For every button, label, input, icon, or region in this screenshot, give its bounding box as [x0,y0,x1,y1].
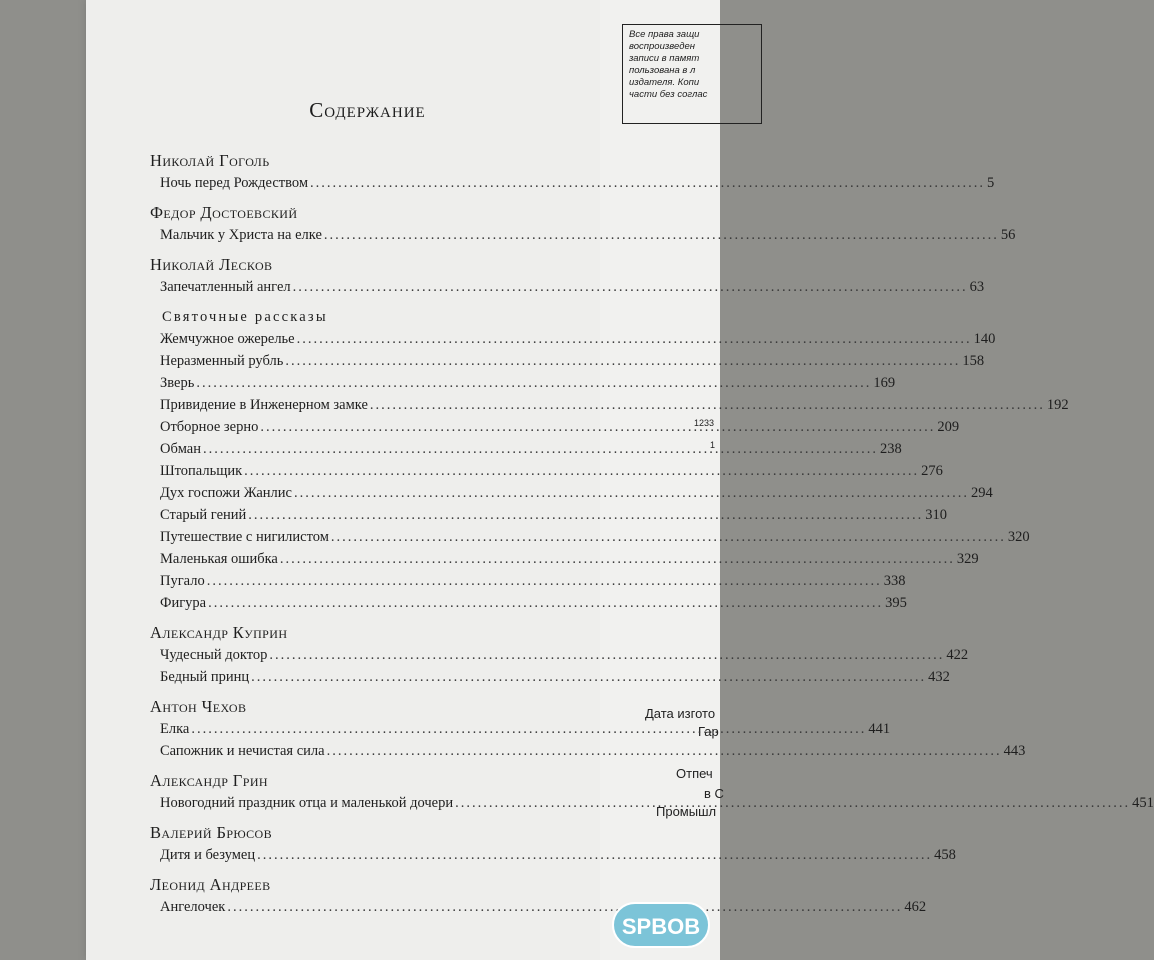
toc-entry-title: Бедный принц [160,669,250,685]
toc-entry [150,548,979,570]
toc-entry-title: Чудесный доктор [160,647,268,663]
copyright-line: воспроизведен [629,41,695,52]
toc-entry-title: Неразменный рубль [160,353,284,369]
toc-page-number: 441 [868,721,891,737]
toc-entry-title: Пугало [160,573,205,589]
copyright-line: Все права защи [629,29,700,40]
toc-page-number: 238 [879,441,902,457]
toc-entry-title: Путешествие с нигилистом [160,529,329,545]
toc-entry [150,644,969,666]
toc-author: Валерий Брюсов [150,823,273,842]
toc-page-number: 458 [934,847,956,863]
dot-leader [207,570,882,592]
dot-leader [324,224,999,246]
copyright-line: пользована в л [629,65,696,76]
toc-page-number: 276 [921,463,943,479]
toc-page-number: 209 [937,419,960,435]
dot-leader [293,276,968,298]
copyright-line: издателя. Копи [629,77,700,88]
toc-page-number: 169 [873,375,896,391]
toc-section [150,822,956,866]
toc-entry [150,460,943,482]
toc-page-number: 310 [925,507,948,523]
dot-leader [227,896,902,918]
toc-entry [150,350,985,372]
toc-page-number: 462 [904,899,927,915]
dot-leader [203,438,878,460]
toc-page-number: 422 [946,647,969,663]
toc-page-number: 56 [1000,227,1016,243]
dot-leader [327,740,1002,762]
toc-entry-title: Ангелочек [160,899,226,915]
code-number: 1233 [694,418,715,428]
toc-entry [150,666,950,688]
imprint-line: Гар [698,724,719,739]
toc-entry-title: Зверь [160,375,195,391]
toc-page-number: 329 [956,551,979,567]
toc-author: Александр Куприн [150,623,288,642]
toc-section [150,150,995,194]
toc-author: Николай Гоголь [150,151,270,170]
toc-entry [150,482,993,504]
toc-page-number: 192 [1046,397,1069,413]
toc-subheading: Святочные рассказы [162,309,328,325]
dot-leader [191,718,866,740]
toc-author: Антон Чехов [150,697,247,716]
toc-page-number: 451 [1132,795,1154,811]
dot-leader [251,666,926,688]
toc-section [150,622,969,688]
toc-entry-title: Новогодний праздник отца и маленькой дочери [160,795,454,811]
toc-entry-title: Жемчужное ожерелье [160,331,295,347]
toc-entry [150,224,1016,246]
toc-section [150,202,1016,246]
toc-entry-title: Елка [160,721,190,737]
watermark-badge: SPBOB [612,902,710,948]
dot-leader [269,644,944,666]
toc-entry [150,570,906,592]
toc-entry [150,394,1069,416]
toc-page-number: 158 [962,353,985,369]
dot-leader [196,372,871,394]
toc-entry [150,438,902,460]
toc-author: Николай Лесков [150,255,273,274]
toc-entry-title: Фигура [160,595,207,611]
toc-entry [150,740,1026,762]
toc-entry [150,844,956,866]
toc-entry-title: Сапожник и нечистая сила [160,743,325,759]
imprint-line: в С [704,786,724,801]
toc-entry [150,276,985,298]
toc-page-number: 140 [973,331,996,347]
toc-entry [150,592,907,614]
toc-entry-title: Старый гений [160,507,247,523]
dot-leader [331,526,1006,548]
toc-page-number: 432 [928,669,950,685]
copyright-line: части без соглас [629,89,708,100]
toc-page-number: 5 [987,175,995,191]
toc-entry [150,328,996,350]
dot-leader [310,172,985,194]
dot-leader [257,844,932,866]
toc-page-number: 395 [885,595,907,611]
copyright-line: записи в памят [629,53,700,64]
toc-author: Федор Достоевский [150,203,298,222]
imprint-line: Дата изгото [645,706,716,721]
code-number-small: 1 [710,440,716,450]
toc-entry [150,372,896,394]
toc-section [150,874,927,918]
toc-entry-title: Мальчик у Христа на елке [160,227,322,243]
toc-page-number: 294 [970,485,993,501]
toc-entry-title: Привидение в Инженерном замке [160,397,368,413]
dot-leader [244,460,919,482]
dot-leader [280,548,955,570]
dot-leader [370,394,1045,416]
toc-entry-title: Штопальщик [160,463,243,479]
toc-section [150,254,985,298]
toc-entry [150,172,995,194]
toc-page-number: 338 [883,573,906,589]
toc-author: Александр Грин [150,771,268,790]
toc-entry [150,526,1030,548]
toc-entry-title: Дитя и безумец [160,847,256,863]
imprint-line: Промышл [656,804,717,819]
imprint-line: Отпеч [676,766,713,781]
toc-entry-title: Ночь перед Рождеством [160,175,309,191]
toc-author: Леонид Андреев [150,875,271,894]
toc-entry-title: Обман [160,441,201,457]
dot-leader [208,592,883,614]
dot-leader [294,482,969,504]
dot-leader [455,792,1130,814]
toc-page-number: 320 [1007,529,1030,545]
dot-leader [285,350,960,372]
toc-page-number: 443 [1003,743,1026,759]
toc-entry-title: Запечатленный ангел [160,279,291,295]
toc-entry-title: Дух госпожи Жанлис [160,485,292,501]
toc-entry [150,896,927,918]
dot-leader [260,416,935,438]
dot-leader [248,504,923,526]
page-title: Содержание [309,98,426,122]
dot-leader [297,328,972,350]
toc-page-number: 63 [969,279,985,295]
toc-entry-title: Маленькая ошибка [160,551,278,567]
toc-entry [150,504,948,526]
toc-entry-title: Отборное зерно [160,419,259,435]
